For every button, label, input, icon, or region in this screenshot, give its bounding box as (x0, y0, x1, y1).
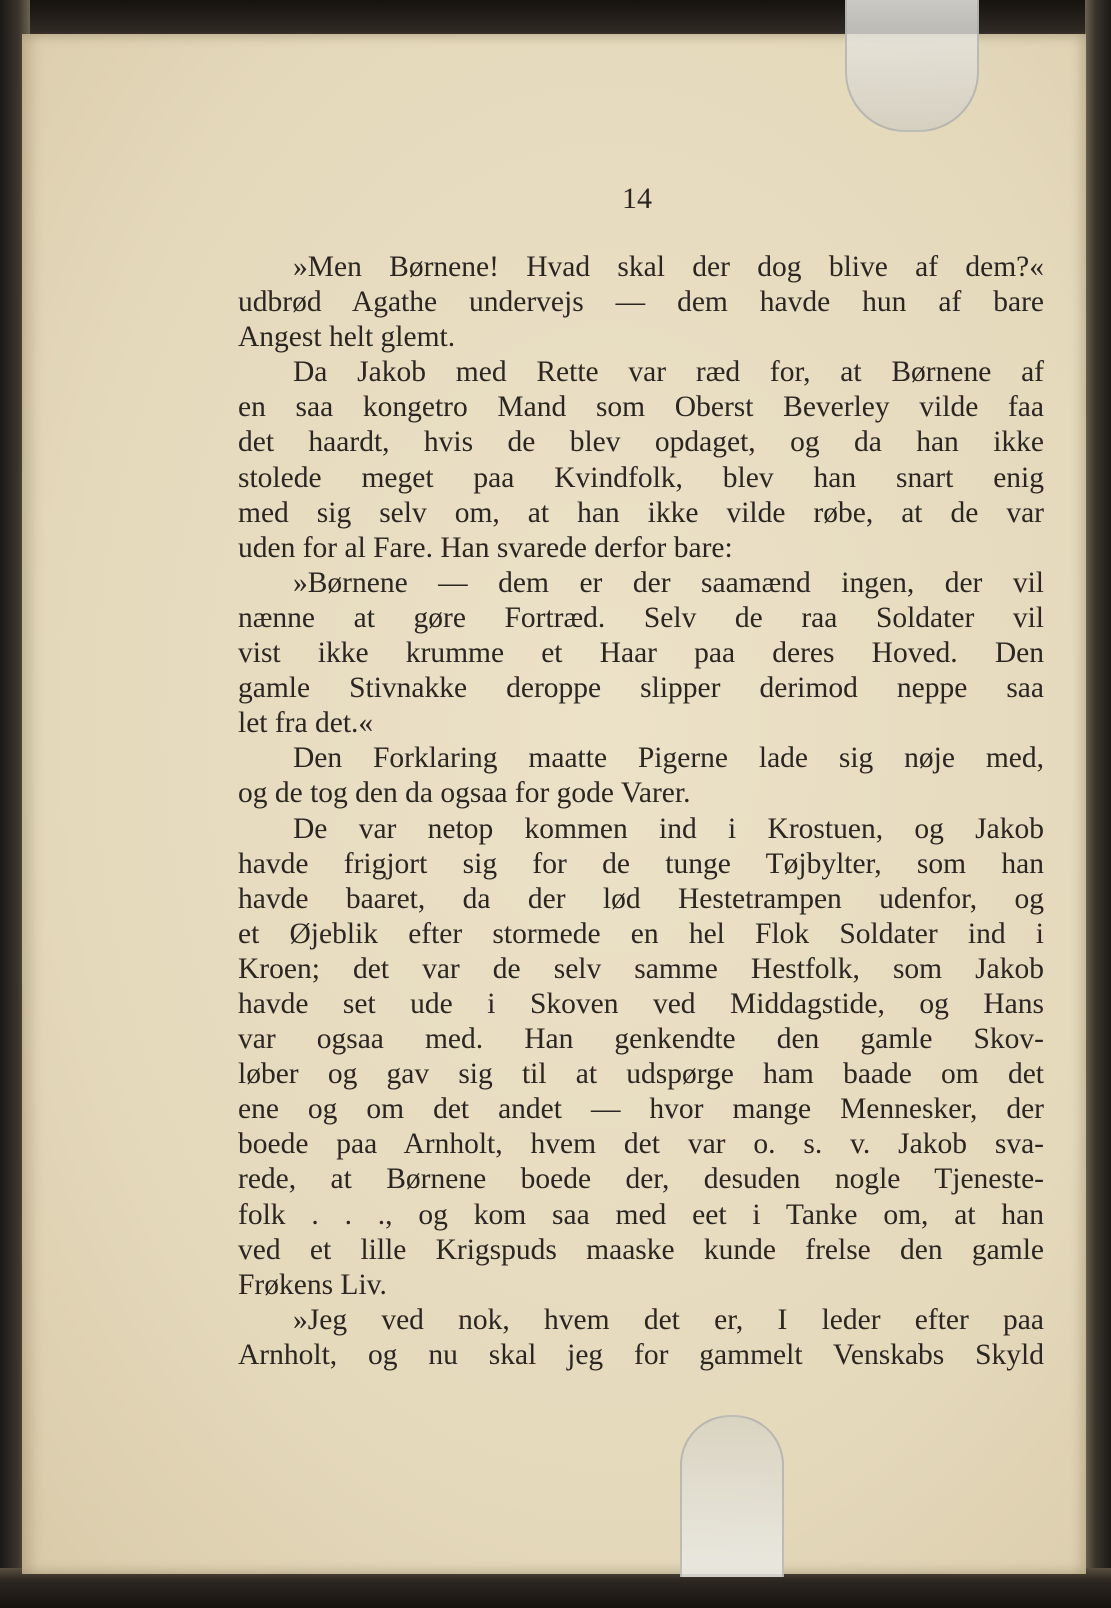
text-line: Kroen; det var de selv samme Hestfolk, som Jakob (238, 952, 1044, 985)
text-line: nænne at gøre Fortræd. Selv de raa Soldater vil (238, 601, 1044, 634)
body-text (238, 250, 1044, 1373)
text-line: boede paa Arnholt, hvem det var o. s. v. Jakob sva- (238, 1128, 1044, 1161)
text-line: folk . . ., og kom saa med eet i Tanke om, at han (238, 1198, 1044, 1231)
book-edge-right (1085, 0, 1111, 1608)
text-line: let fra det.« (238, 707, 374, 740)
text-line: udbrød Agathe undervejs — dem havde hun af bare (238, 286, 1044, 319)
text-line: ene og om det andet — hvor mange Mennesker, der (238, 1093, 1044, 1126)
text-line: det haardt, hvis de blev opdaget, og da han ikke (238, 426, 1044, 459)
text-line: med sig selv om, at han ikke vilde røbe, at de var (238, 496, 1044, 529)
text-line: Angest helt glemt. (238, 321, 456, 354)
text-line: var ogsaa med. Han genkendte den gamle Skov- (238, 1023, 1044, 1056)
book-edge-bottom (0, 1568, 1111, 1608)
text-line: havde frigjort sig for de tunge Tøjbylter, som han (238, 847, 1044, 880)
text-line: uden for al Fare. Han svarede derfor bare: (238, 531, 733, 564)
text-line: stolede meget paa Kvindfolk, blev han snart enig (238, 461, 1044, 494)
text-line: rede, at Børnene boede der, desuden nogle Tjeneste- (238, 1163, 1044, 1196)
page-clip-top (845, 0, 979, 132)
text-line: havde baaret, da der lød Hestetrampen udenfor, og (238, 882, 1044, 915)
text-line: vist ikke krumme et Haar paa deres Hoved. Den (238, 637, 1044, 670)
text-line: gamle Stivnakke deroppe slipper derimod neppe saa (238, 672, 1044, 705)
text-line: havde set ude i Skoven ved Middagstide, og Hans (238, 987, 1044, 1020)
text-line: et Øjeblik efter stormede en hel Flok Soldater ind i (238, 917, 1044, 950)
text-line: en saa kongetro Mand som Oberst Beverley vilde faa (238, 391, 1044, 424)
text-line: »Men Børnene! Hvad skal der dog blive af dem?« (293, 251, 1044, 283)
text-line: Da Jakob med Rette var ræd for, at Børnene af (293, 356, 1044, 389)
text-line: »Børnene — dem er der saamænd ingen, der vil (293, 566, 1044, 599)
text-line: Frøkens Liv. (238, 1268, 387, 1301)
page-number: 14 (622, 182, 652, 215)
text-line: løber og gav sig til at udspørge ham baade om det (238, 1058, 1044, 1091)
text-line: »Jeg ved nok, hvem det er, I leder efter paa (293, 1303, 1044, 1336)
text-line: Den Forklaring maatte Pigerne lade sig nøje med, (293, 742, 1044, 775)
text-line: De var netop kommen ind i Krostuen, og Jakob (293, 812, 1044, 845)
text-line: og de tog den da ogsaa for gode Varer. (238, 777, 691, 810)
text-line: Arnholt, og nu skal jeg for gammelt Venskabs Skyld (238, 1338, 1044, 1371)
text-line: ved et lille Krigspuds maaske kunde frelse den gamle (238, 1233, 1044, 1266)
page-clip-bottom (680, 1415, 784, 1577)
